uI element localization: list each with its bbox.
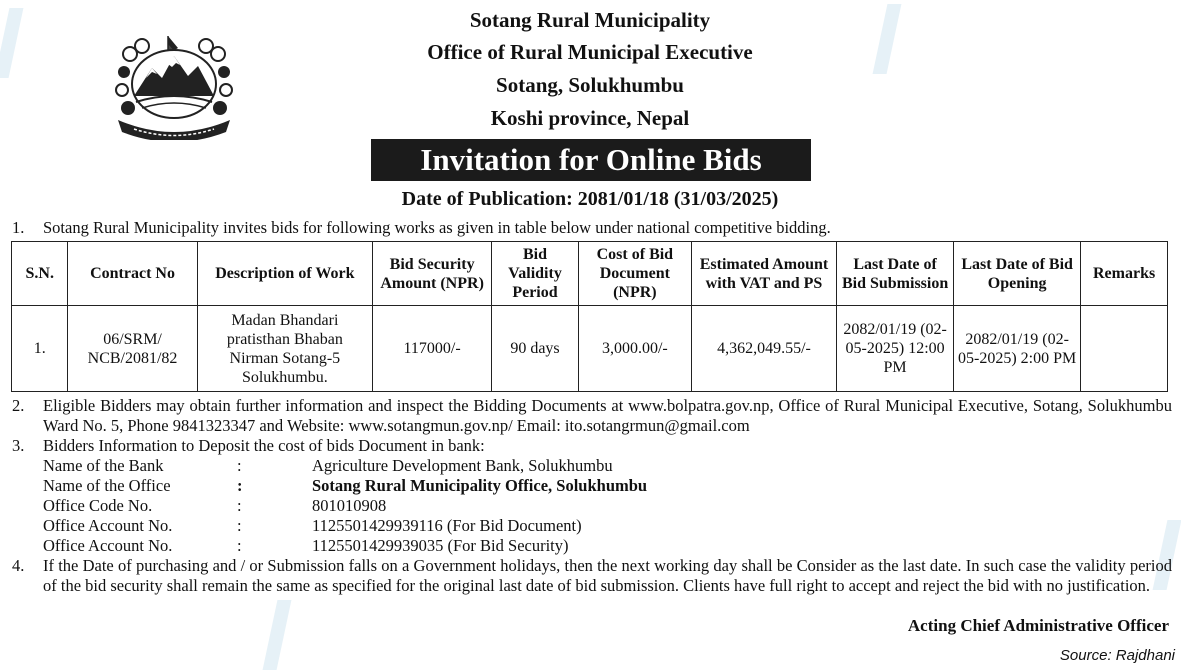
watermark-streak: [263, 600, 292, 670]
paragraph-1: [12, 218, 1172, 238]
paragraph-text: Bidders Information to Deposit the cost of bids Document in bank:: [43, 436, 485, 455]
bank-value: Sotang Rural Municipality Office, Solukhumbu: [312, 476, 648, 495]
header-description: Description of Work: [197, 242, 373, 306]
bank-label: Office Account No.: [43, 536, 173, 555]
cell-estimated-amount: 4,362,049.55/-: [691, 306, 836, 392]
bank-label: Name of the Office: [43, 476, 171, 495]
paragraph-4: [12, 556, 1172, 596]
watermark-streak: [0, 8, 23, 78]
province: Koshi province, Nepal: [490, 106, 690, 130]
cell-bid-validity: 90 days: [492, 306, 579, 392]
cell-sn: 1.: [12, 306, 68, 392]
bids-table: [11, 241, 1168, 392]
cell-remarks: [1081, 306, 1168, 392]
header-remarks: Remarks: [1081, 242, 1168, 306]
header-contract-no: Contract No: [68, 242, 197, 306]
signature-title: Acting Chief Administrative Officer: [907, 616, 1169, 635]
cell-cost-of-document: 3,000.00/-: [578, 306, 691, 392]
bank-label: Office Code No.: [43, 496, 153, 515]
bank-value: 1125501429939116 (For Bid Document): [312, 516, 582, 535]
cell-contract-no: 06/SRM/ NCB/2081/82: [68, 306, 197, 392]
table-row: [12, 306, 1168, 392]
paragraph-2: [12, 396, 1172, 436]
header-bid-validity: Bid Validity Period: [492, 242, 579, 306]
notice-title: Invitation for Online Bids: [371, 139, 811, 181]
bank-label: Name of the Bank: [43, 456, 164, 475]
bank-value: 801010908: [312, 496, 387, 515]
watermark-streak: [873, 4, 902, 74]
office-name: Office of Rural Municipal Executive: [427, 40, 753, 64]
paragraph-text: Sotang Rural Municipality invites bids for following works as given in table below under national competitive bidding.: [43, 218, 831, 237]
paragraph-number: 2.: [12, 396, 25, 415]
cell-last-opening: 2082/01/19 (02-05-2025) 2:00 PM: [954, 306, 1081, 392]
bank-value: 1125501429939035 (For Bid Security): [312, 536, 569, 555]
header-last-submission: Last Date of Bid Submission: [837, 242, 954, 306]
bank-value: Agriculture Development Bank, Solukhumbu: [312, 456, 613, 475]
header-estimated-amount: Estimated Amount with VAT and PS: [691, 242, 836, 306]
paragraph-number: 4.: [12, 556, 25, 575]
colon: :: [237, 456, 242, 475]
office-location: Sotang, Solukhumbu: [496, 73, 684, 97]
colon: :: [237, 496, 242, 515]
paragraph-text: Eligible Bidders may obtain further information and inspect the Bidding Documents at www.bolpatra.gov.np, Office of Rural Municipal Executive, Sotang, Solukhumbu Ward No. 5, Phone 9841323347 and Website: www.sotangmun.gov.np/ Email: ito.sotangrmun@gmail.com: [43, 396, 1172, 435]
municipality-name: Sotang Rural Municipality: [469, 8, 711, 32]
table-header-row: [12, 242, 1168, 306]
colon: :: [237, 516, 242, 535]
colon: :: [237, 476, 243, 495]
header-sn: S.N.: [12, 242, 68, 306]
colon: :: [237, 536, 242, 555]
header-bid-security: Bid Security Amount (NPR): [373, 242, 492, 306]
government-emblem-icon: [112, 32, 236, 140]
paragraph-3: [12, 436, 1172, 456]
cell-last-submission: 2082/01/19 (02-05-2025) 12:00 PM: [837, 306, 954, 392]
paragraph-number: 3.: [12, 436, 25, 455]
publication-date: Date of Publication: 2081/01/18 (31/03/2025): [401, 188, 779, 210]
cell-bid-security: 117000/-: [373, 306, 492, 392]
paragraph-number: 1.: [12, 218, 25, 237]
cell-description: Madan Bhandari pratisthan Bhaban Nirman Sotang-5 Solukhumbu.: [197, 306, 373, 392]
header-last-opening: Last Date of Bid Opening: [954, 242, 1081, 306]
header-cost-of-document: Cost of Bid Document (NPR): [578, 242, 691, 306]
source-credit: Source: Rajdhani: [1059, 647, 1175, 664]
bank-label: Office Account No.: [43, 516, 173, 535]
paragraph-text: If the Date of purchasing and / or Submission falls on a Government holidays, then the next working day shall be Consider as the last date. In such case the validity period of the bid security shall remain the same as specified for the original last date of bid submission. Clients have full right to accept and reject the bid with no justification.: [43, 556, 1172, 595]
